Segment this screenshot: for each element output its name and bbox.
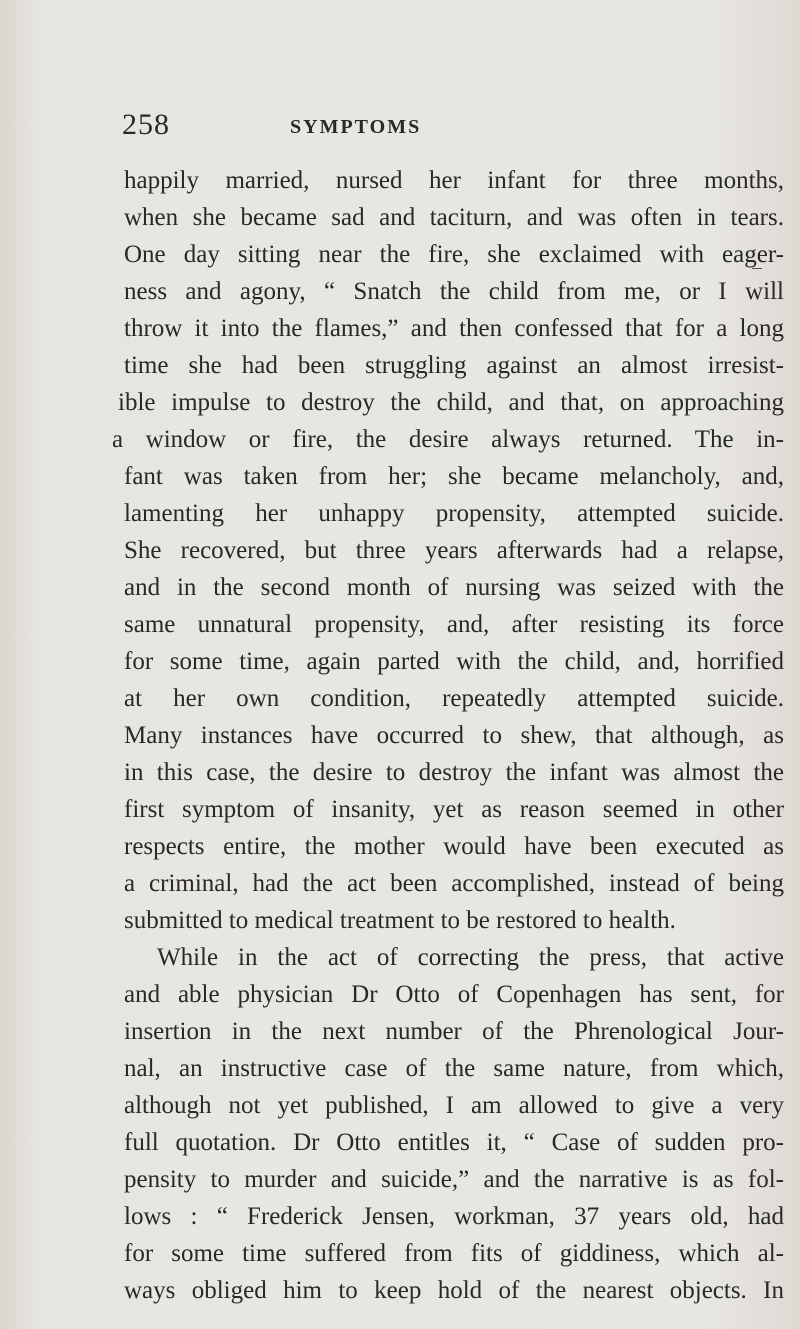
text-line: and able physician Dr Otto of Copenhagen has sent, for: [124, 981, 784, 1008]
text-line: although not yet published, I am allowed to give a very: [124, 1092, 784, 1119]
text-line: a criminal, had the act been accomplished, instead of being: [124, 870, 784, 897]
running-head: SYMPTOMS: [290, 116, 422, 138]
text-line: in this case, the desire to destroy the infant was almost the: [124, 759, 784, 786]
text-line: fant was taken from her; she became melancholy, and,: [124, 463, 784, 490]
body-text: [112, 162, 784, 1309]
text-line: when she became sad and taciturn, and was often in tears.: [124, 204, 784, 231]
text-line: One day sitting near the fire, she exclaimed with eager-: [124, 241, 784, 268]
text-line: first symptom of insanity, yet as reason seemed in other: [124, 796, 784, 823]
text-line: lows : “ Frederick Jensen, workman, 37 years old, had: [124, 1203, 784, 1230]
text-line: for some time suffered from fits of giddiness, which al-: [124, 1240, 784, 1267]
text-line: same unnatural propensity, and, after resisting its force: [124, 611, 784, 638]
text-line: a window or fire, the desire always returned. The in-: [112, 426, 784, 453]
text-line: and in the second month of nursing was seized with the: [124, 574, 784, 601]
text-line: ways obliged him to keep hold of the nearest objects. In: [124, 1277, 784, 1304]
page-number: 258: [122, 108, 170, 141]
text-line: at her own condition, repeatedly attempted suicide.: [124, 685, 784, 712]
text-line: insertion in the next number of the Phrenological Jour-: [124, 1018, 784, 1045]
text-line: She recovered, but three years afterwards had a relapse,: [124, 537, 784, 564]
text-line: full quotation. Dr Otto entitles it, “ Case of sudden pro-: [124, 1129, 784, 1156]
text-line: happily married, nursed her infant for three months,: [124, 167, 784, 194]
text-line: nal, an instructive case of the same nature, from which,: [124, 1055, 784, 1082]
text-line: respects entire, the mother would have been executed as: [124, 833, 784, 860]
text-line: lamenting her unhappy propensity, attempted suicide.: [124, 500, 784, 527]
page-header: [0, 108, 800, 148]
text-line: for some time, again parted with the child, and, horrified: [124, 648, 784, 675]
text-line: submitted to medical treatment to be restored to health.: [124, 907, 676, 934]
text-line: ible impulse to destroy the child, and that, on approaching: [118, 389, 784, 416]
text-line: pensity to murder and suicide,” and the narrative is as fol-: [124, 1166, 784, 1193]
text-line: While in the act of correcting the press, that active: [157, 944, 784, 971]
text-line: time she had been struggling against an almost irresist-: [124, 352, 784, 379]
text-line: Many instances have occurred to shew, that although, as: [124, 722, 784, 749]
text-line: throw it into the flames,” and then confessed that for a long: [124, 315, 784, 342]
text-line: ness and agony, “ Snatch the child from me, or I will: [124, 278, 784, 305]
